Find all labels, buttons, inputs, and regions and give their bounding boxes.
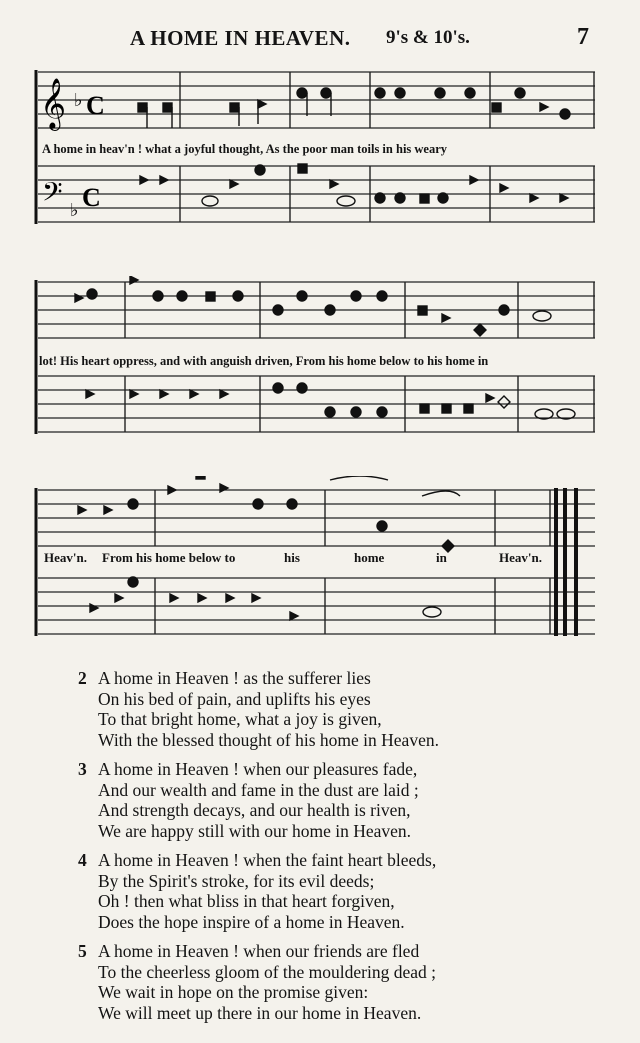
hymn-verses [78,668,598,1032]
verse-number: 3 [78,759,87,779]
verse-number: 2 [78,668,87,688]
verse-line: A home in Heaven ! as the sufferer lies [98,668,371,688]
page-header [0,26,640,54]
lyric-line-2: lot! His heart oppress, and with anguish driven, From his home below to his home in [39,354,489,368]
lyric-word-1: Heav'n. [44,550,87,565]
music-system-1 [30,66,600,226]
verse-line: To that bright home, what a joy is given, [98,709,382,729]
music-system-3 [30,476,600,636]
verse-number: 4 [78,850,87,870]
svg-text:𝄞: 𝄞 [40,78,67,129]
music-system-2 [30,276,600,436]
verse-4 [78,850,598,932]
verse-line: We are happy still with our home in Heaven. [98,820,412,841]
verse-line: Oh ! then what bliss in that heart forgiven, [98,891,395,911]
lyric-word-2: From his home below to [102,550,236,565]
verse-line: And strength decays, and our health is riven, [98,800,411,820]
lyric-line-3 [44,550,584,568]
verse-line: A home in Heaven ! when the faint heart bleeds, [98,850,437,870]
hymn-meter: 9's & 10's. [386,27,470,48]
verse-line: On his bed of pain, and uplifts his eyes [98,688,371,709]
verse-line: To the cheerless gloom of the mouldering dead ; [98,961,436,982]
hymn-title: A HOME IN HEAVEN. [130,26,351,50]
svg-text:♭: ♭ [70,200,79,221]
lyric-word-5: in [436,550,447,565]
lyric-word-4: home [354,550,385,565]
lyric-word-6: Heav'n. [499,550,542,565]
verse-number: 5 [78,941,87,961]
verse-2 [78,668,598,750]
verse-line: We wait in hope on the promise given: [98,982,369,1002]
svg-text:𝄢: 𝄢 [42,176,63,214]
lyric-word-3: his [284,550,300,565]
svg-text:C: C [86,91,105,120]
page-number: 7 [577,24,589,50]
svg-text:♭: ♭ [74,90,83,111]
lyric-line-1: A home in heav'n ! what a joyful thought, As the poor man toils in his weary [42,142,448,156]
verse-line: And our wealth and fame in the dust are laid ; [98,779,419,800]
verse-line: By the Spirit's stroke, for its evil deeds; [98,870,375,891]
verse-line: A home in Heaven ! when our pleasures fade, [98,759,418,779]
verse-line: A home in Heaven ! when our friends are fled [98,941,420,961]
verse-line: We will meet up there in our home in Heaven. [98,1002,422,1023]
svg-text:C: C [82,183,101,212]
verse-3 [78,759,598,841]
verse-line: With the blessed thought of his home in Heaven. [98,729,439,750]
verse-5 [78,941,598,1023]
verse-line: Does the hope inspire of a home in Heaven. [98,911,405,932]
